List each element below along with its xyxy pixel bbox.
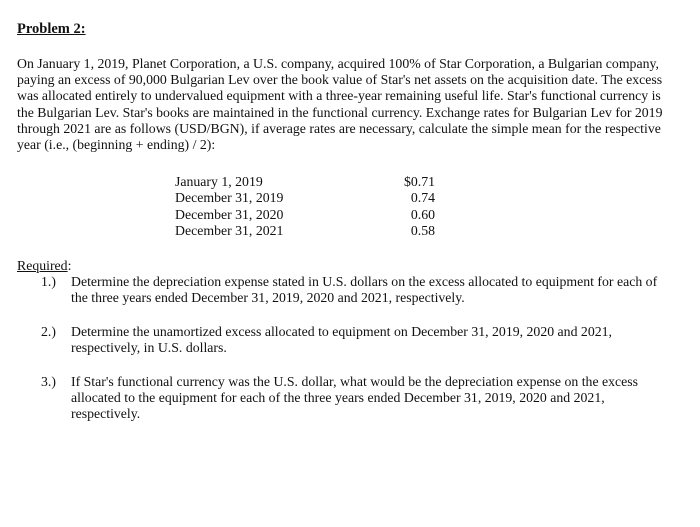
required-heading <box>17 258 71 274</box>
problem-intro: On January 1, 2019, Planet Corporation, a U.S. company, acquired 100% of Star Corporation, a Bulgarian company, paying an excess of 90,000 Bulgarian Lev over the book value of Star's net assets on the acquisition date. The excess was allocated entirely to undervalued equipment with a three-year remaining useful life. Star's functional currency is the Bulgarian Lev. Star's books are maintained in the functional currency. Exchange rates for Bulgarian Lev for 2019 through 2021 are as follows (USD/BGN), if average rates are necessary, calculate the simple mean for the respective year (i.e., (beginning + ending) / 2): <box>17 56 663 153</box>
rate-value: $0.71 <box>403 174 435 189</box>
rate-row <box>175 207 435 223</box>
rate-row <box>175 174 435 190</box>
rate-row <box>175 223 435 239</box>
problem-document <box>17 20 677 422</box>
rate-value: 0.58 <box>410 223 435 239</box>
problem-title: Problem 2: <box>17 21 86 37</box>
rate-date: January 1, 2019 <box>175 174 263 189</box>
required-colon: : <box>67 258 72 273</box>
rate-row <box>175 190 435 206</box>
required-item <box>41 374 661 423</box>
required-item <box>41 324 661 357</box>
required-label-text: Required <box>17 258 68 273</box>
required-item-number: 3.) <box>41 373 56 389</box>
rate-date: December 31, 2020 <box>175 206 284 222</box>
required-item-number: 1.) <box>41 274 56 289</box>
required-item-text: If Star's functional currency was the U.S. dollar, what would be the depreciation expense on the excess allocated to the equipment for each of the three years ended December 31, 2019, 2020 and 2021, respectively. <box>71 373 639 422</box>
required-item-text: Determine the unamortized excess allocated to equipment on December 31, 2019, 2020 and 2021, respectively, in U.S. dollars. <box>71 323 612 356</box>
rate-value: 0.74 <box>410 190 435 206</box>
rate-date: December 31, 2021 <box>175 223 284 239</box>
rate-value: 0.60 <box>410 206 435 222</box>
required-item-number: 2.) <box>41 323 56 339</box>
required-item <box>41 274 661 307</box>
rate-date: December 31, 2019 <box>175 190 284 206</box>
exchange-rate-table <box>175 174 435 240</box>
required-list <box>41 274 661 440</box>
required-item-text: Determine the depreciation expense stated in U.S. dollars on the excess allocated to equipment for each of the three years ended December 31, 2019, 2020 and 2021, respectively. <box>71 274 658 306</box>
